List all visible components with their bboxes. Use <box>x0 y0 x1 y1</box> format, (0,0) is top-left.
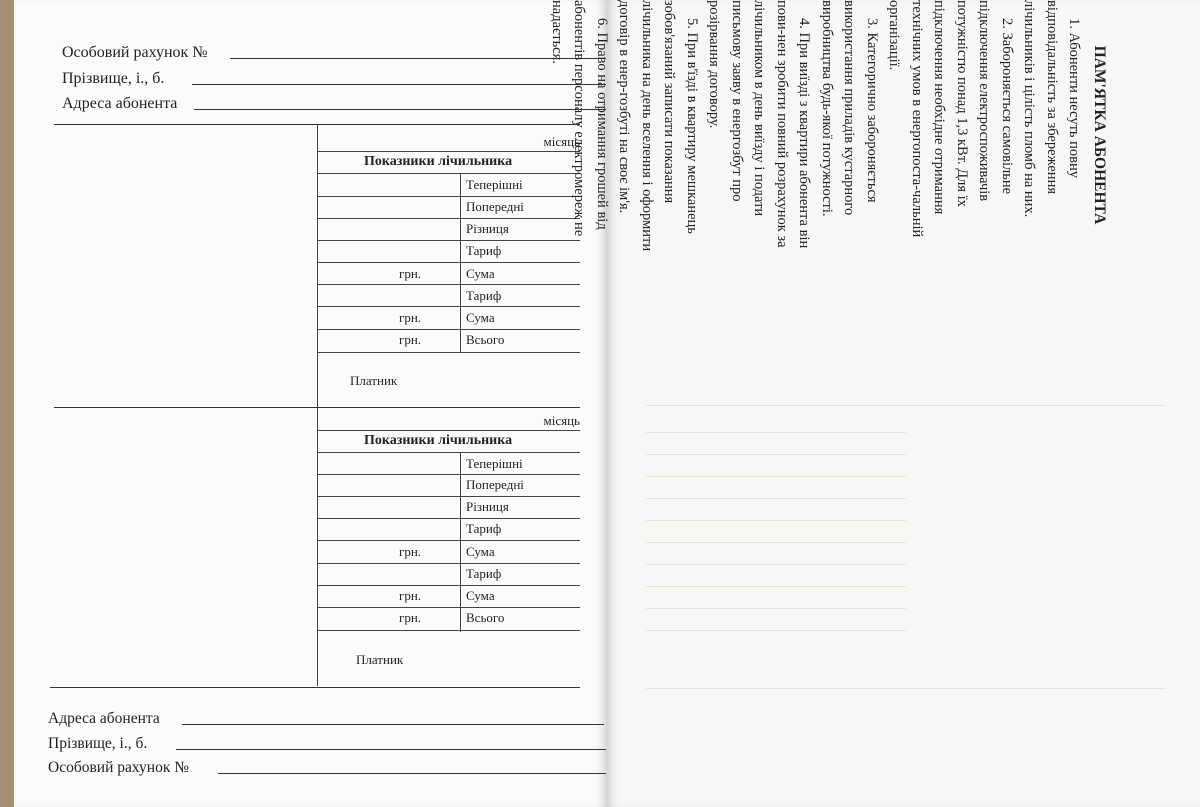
row-line <box>317 518 580 519</box>
month-label: місяць <box>543 413 580 428</box>
row-line <box>317 173 580 174</box>
address-label: Адреса абонента <box>62 95 178 112</box>
footer-address-row <box>48 710 160 728</box>
row-line <box>317 284 580 285</box>
vertical-divider-1 <box>317 125 318 407</box>
meter-readings-title: Показники лічильника <box>364 433 513 448</box>
surname-label: Прізвище, і., б. <box>62 70 165 87</box>
row-label-sum: Сума <box>466 544 495 559</box>
row-line <box>317 496 580 497</box>
memo-item-2: 2. Забороняється самовільне підключення електроспоживачів потужністю понад 1,3 кВт. Для їх підключення необхідне отримання технічних умов в енергопоста-чальній організації. <box>886 0 1015 238</box>
month-label: місяць <box>543 134 580 149</box>
row-line <box>317 540 580 541</box>
footer-surname-label: Прізвище, і., б. <box>48 735 148 752</box>
footer-account-row <box>48 759 189 777</box>
row-label-current: Теперішні <box>466 177 523 192</box>
left-page <box>14 0 606 807</box>
payer-label: Платник <box>350 373 398 388</box>
column-divider <box>460 173 461 353</box>
address-row <box>62 95 177 113</box>
row-line <box>317 607 580 608</box>
row-line <box>317 196 580 197</box>
memo-item-5: 5. При в'їзді в квартиру мешканець зобов'язаний записати показання лічильника на день вселення і оформити договір в енер-гозбуті на своє ім'я. <box>616 0 700 252</box>
payer-label: Платник <box>356 652 404 667</box>
row-line <box>317 563 580 564</box>
row-line <box>317 474 580 475</box>
row-label-total: Всього <box>466 332 505 347</box>
memo-item-6: 6. Право на отримання грошей від абонентів персоналу електромереж не надається. <box>549 0 610 237</box>
footer-account-field[interactable] <box>218 773 610 774</box>
row-label-tariff-2: Тариф <box>466 566 502 581</box>
account-number-label: Особовий рахунок № <box>62 44 208 61</box>
row-line <box>317 306 580 307</box>
row-unit-uah: грн. <box>399 332 422 347</box>
row-label-previous: Попередні <box>466 477 524 492</box>
row-line <box>317 352 580 353</box>
footer-surname-row <box>48 735 147 753</box>
row-unit-uah: грн. <box>399 610 422 625</box>
row-label-tariff: Тариф <box>466 521 502 536</box>
footer-account-label: Особовий рахунок № <box>48 759 190 776</box>
row-line <box>317 452 580 453</box>
row-label-current: Теперішні <box>466 456 523 471</box>
row-line <box>317 151 580 152</box>
row-label-sum-2: Сума <box>466 310 495 325</box>
column-divider <box>460 452 461 632</box>
meter-readings-title: Показники лічильника <box>364 154 513 169</box>
row-unit-uah: грн. <box>399 544 422 559</box>
memo-item-3: 3. Категорично забороняється використання приладів кустарного виробництва будь-якої потужності. <box>819 0 880 217</box>
row-label-previous: Попередні <box>466 199 524 214</box>
row-label-sum: Сума <box>466 266 495 281</box>
row-label-difference: Різниця <box>466 221 509 236</box>
memo-title: ПАМ'ЯТКА АБОНЕНТА <box>1091 45 1108 225</box>
footer-address-field[interactable] <box>182 724 604 725</box>
row-line <box>317 262 580 263</box>
divider-bottom <box>50 687 580 688</box>
row-line <box>317 585 580 586</box>
row-line <box>317 630 580 631</box>
row-unit-uah: грн. <box>399 310 422 325</box>
row-label-tariff: Тариф <box>466 243 502 258</box>
row-label-sum-2: Сума <box>466 588 495 603</box>
row-label-difference: Різниця <box>466 499 509 514</box>
row-label-total: Всього <box>466 610 505 625</box>
row-unit-uah: грн. <box>399 588 422 603</box>
row-line <box>317 240 580 241</box>
surname-row <box>62 70 164 88</box>
vertical-divider-2 <box>317 408 318 686</box>
memo-item-1: 1. Абоненти несуть повну відповідальність за збереження лічильників і цілість пломб на них. <box>1021 0 1083 218</box>
footer-surname-field[interactable] <box>176 749 610 750</box>
account-number-row <box>62 44 208 62</box>
row-line <box>317 329 580 330</box>
footer-address-label: Адреса абонента <box>48 710 160 727</box>
row-label-tariff-2: Тариф <box>466 288 502 303</box>
row-line <box>317 430 580 431</box>
row-line <box>317 218 580 219</box>
row-unit-uah: грн. <box>399 266 422 281</box>
memo-item-4: 4. При виїзді з квартири абонента він пови-нен зробити повний розрахунок за лічильником в день виїзду і подати письмову заяву в енергозбут про розірвання договору. <box>706 0 813 249</box>
